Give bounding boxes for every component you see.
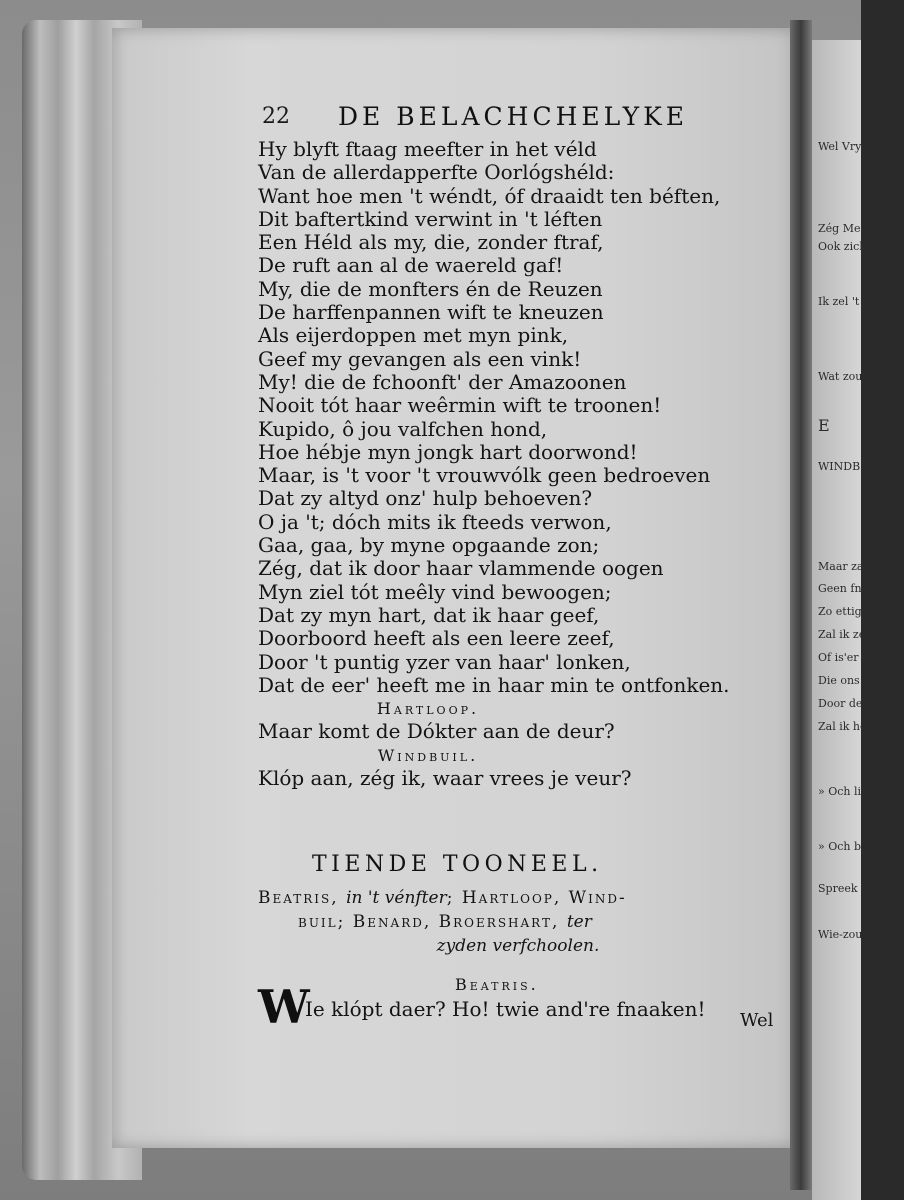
facing-fragment: Geen fneuk [818, 582, 882, 595]
verse-line: De harffenpannen wift te kneuzen [258, 300, 604, 325]
verse-line: Een Héld als my, die, zonder ftraf, [258, 230, 604, 255]
cast-list [258, 886, 778, 958]
verse-line: Nooit tót haar weêrmin wift te troonen! [258, 393, 662, 418]
facing-fragment: WINDB [818, 460, 861, 473]
facing-fragment: Wel Vrye [818, 140, 868, 153]
facing-fragment: Wat zou je [818, 370, 876, 383]
verse-line: Klóp aan, zég ik, waar vrees je veur? [258, 766, 632, 791]
verse-line: Als eijerdoppen met myn pink, [258, 323, 569, 348]
verse-line: Dat de eer' heeft me in haar min te ontfonken. [258, 672, 730, 697]
verse-line: Want hoe men 't wéndt, óf draaidt ten béften, [258, 183, 721, 208]
verse-line: De ruft aan al de waereld gaf! [258, 253, 564, 278]
stage-direction: ter [566, 912, 592, 932]
cast-name: buil; Benard, Broershart, [298, 912, 560, 932]
verse-line: Dat zy myn hart, dat ik haar geef, [258, 602, 600, 627]
scene-heading: TIENDE TOONEEL. [312, 852, 603, 877]
speaker-name: Beatris. [455, 975, 539, 994]
verse-line: Maar komt de Dókter aan de deur? [258, 719, 615, 744]
verse-line: Door 't puntig yzer van haar' lonken, [258, 649, 631, 674]
facing-fragment: E [818, 416, 830, 435]
verse-line: Maar, is 't voor 't vrouwvólk geen bedroeven [258, 463, 711, 488]
verse-line: Van de allerdapperfte Oorlógshéld: [258, 160, 615, 185]
verse-line: My, die de monfters én de Reuzen [258, 276, 603, 301]
speaker-name: Hartloop. [376, 699, 480, 719]
stage-direction: in 't vénfter [346, 888, 447, 908]
facing-fragment: » Och blyf Br [818, 840, 892, 853]
facing-fragment: Door deur (ti [818, 697, 891, 710]
facing-fragment: » Och lieve J [818, 785, 889, 798]
facing-fragment: Ik zel 't h [818, 295, 870, 308]
verse-line: Gaa, gaa, by myne opgaande zon; [258, 533, 600, 558]
facing-fragment: Of is'er ieme [818, 651, 890, 664]
facing-fragment: Maar zag [818, 560, 871, 573]
verse-line: Hy blyft ftaag meefter in het véld [258, 137, 597, 161]
facing-fragment: Ook zicht [818, 240, 871, 253]
book-gutter [790, 20, 812, 1190]
drop-cap: W [258, 980, 310, 1034]
verse-line: Dat zy altyd onz' hulp behoeven? [258, 486, 593, 511]
page-number: 22 [262, 104, 290, 129]
speaker-name: Windbuil. [377, 745, 479, 765]
running-title: DE BELACHCHELYKE [338, 102, 689, 131]
verse-line: Doorboord heeft als een leere zeef, [258, 626, 615, 651]
facing-fragment: Wie-zou ons du [818, 928, 903, 941]
cast-name: Beatris, [258, 888, 339, 908]
verse-line: Kupido, ô jou valfchen hond, [258, 416, 548, 441]
verse-line: Myn ziel tót meêly vind bewoogen; [258, 579, 612, 604]
catchword: Wel [740, 1010, 774, 1031]
cast-name: ; Hartloop, Wind- [446, 888, 627, 908]
verse-line: Dit baftertkind verwint in 't léften [258, 206, 603, 231]
facing-fragment: Zég Meis [818, 222, 870, 235]
verse-block [258, 138, 758, 790]
facing-fragment: Die ons verf [818, 674, 886, 687]
verse-line: My! die de fchoonft' der Amazoonen [258, 369, 627, 394]
verse-line: Zég, dat ik door haar vlammende oogen [258, 556, 664, 581]
stage-direction: zyden verfchoolen. [436, 936, 600, 956]
verse-line: Geef my gevangen als een vink! [258, 346, 582, 371]
facing-fragment: Zo ettig m [818, 605, 876, 618]
cast-line [258, 886, 778, 910]
verse-line: O ja 't; dóch mits ik fteeds verwon, [258, 509, 612, 534]
facing-page [812, 40, 904, 1200]
verse-line: Ie klópt daer? Ho! twie and're fnaaken! [305, 997, 706, 1021]
verse-line: Hoe hébje myn jongk hart doorwond! [258, 439, 638, 464]
facing-fragment: Spreek Hartloo [818, 882, 904, 895]
facing-fragment: Zal ik ze fr [818, 628, 879, 641]
cast-line [258, 910, 778, 934]
facing-fragment: Zal ik het hui [818, 720, 893, 733]
